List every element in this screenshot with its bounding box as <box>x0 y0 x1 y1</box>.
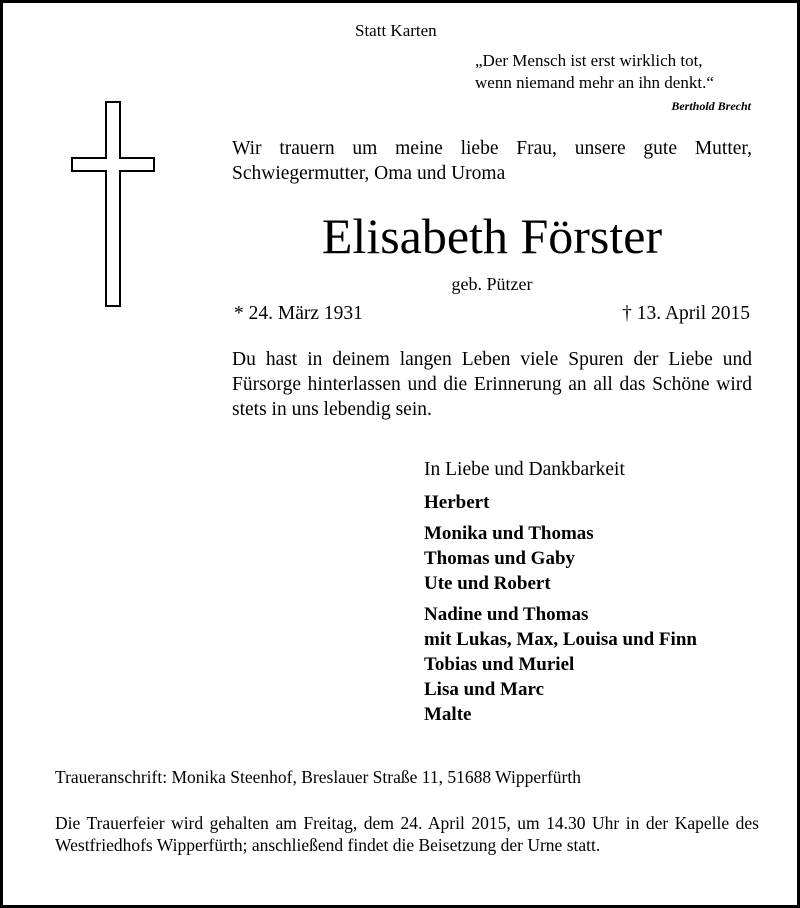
intro-text: Wir trauern um meine liebe Frau, unsere gute Mutter, Schwiegermutter, Oma und Uroma <box>232 138 752 184</box>
statt-karten-label: Statt Karten <box>355 21 437 40</box>
mourning-address: Traueranschrift: Monika Steenhof, Breslauer Straße 11, 51688 Wipperfürth <box>55 767 581 787</box>
mourner-name: Lisa und Marc <box>424 679 545 700</box>
mourner-name: Malte <box>424 704 472 725</box>
mourner-name: Ute und Robert <box>424 573 551 594</box>
mourner-name: Monika und Thomas <box>424 523 594 544</box>
mourners-list <box>424 490 697 733</box>
quote-author: Berthold Brecht <box>671 99 751 113</box>
signoff: In Liebe und Dankbarkeit <box>424 459 625 480</box>
quote-line-2: wenn niemand mehr an ihn denkt.“ <box>475 73 714 92</box>
mourner-name: Nadine und Thomas <box>424 604 589 625</box>
mourner-group <box>424 521 697 596</box>
mourner-name: Tobias und Muriel <box>424 654 575 675</box>
mourner-group <box>424 602 697 727</box>
deceased-name: Elisabeth Förster <box>321 208 663 264</box>
mourner-name: Thomas und Gaby <box>424 548 576 569</box>
mourner-name: Herbert <box>424 492 490 513</box>
mourner-group <box>424 490 697 515</box>
verse-text: Du hast in deinem langen Leben viele Spuren der Liebe und Fürsorge hinterlassen und die Erinnerung an all das Schöne wird stets in uns lebendig sein. <box>232 349 752 420</box>
mourner-name: mit Lukas, Max, Louisa und Finn <box>424 629 697 650</box>
death-date: † 13. April 2015 <box>622 303 750 324</box>
birth-date: * 24. März 1931 <box>234 303 363 324</box>
cross-icon <box>71 101 155 307</box>
quote-line-1: „Der Mensch ist erst wirklich tot, <box>475 51 703 70</box>
funeral-service-info: Die Trauerfeier wird gehalten am Freitag, dem 24. April 2015, um 14.30 Uhr in der Kapelle des Westfriedhofs Wipperfürth; anschließend findet die Beisetzung der Urne statt. <box>55 813 759 855</box>
maiden-name: geb. Pützer <box>451 274 533 294</box>
quote <box>475 50 714 94</box>
